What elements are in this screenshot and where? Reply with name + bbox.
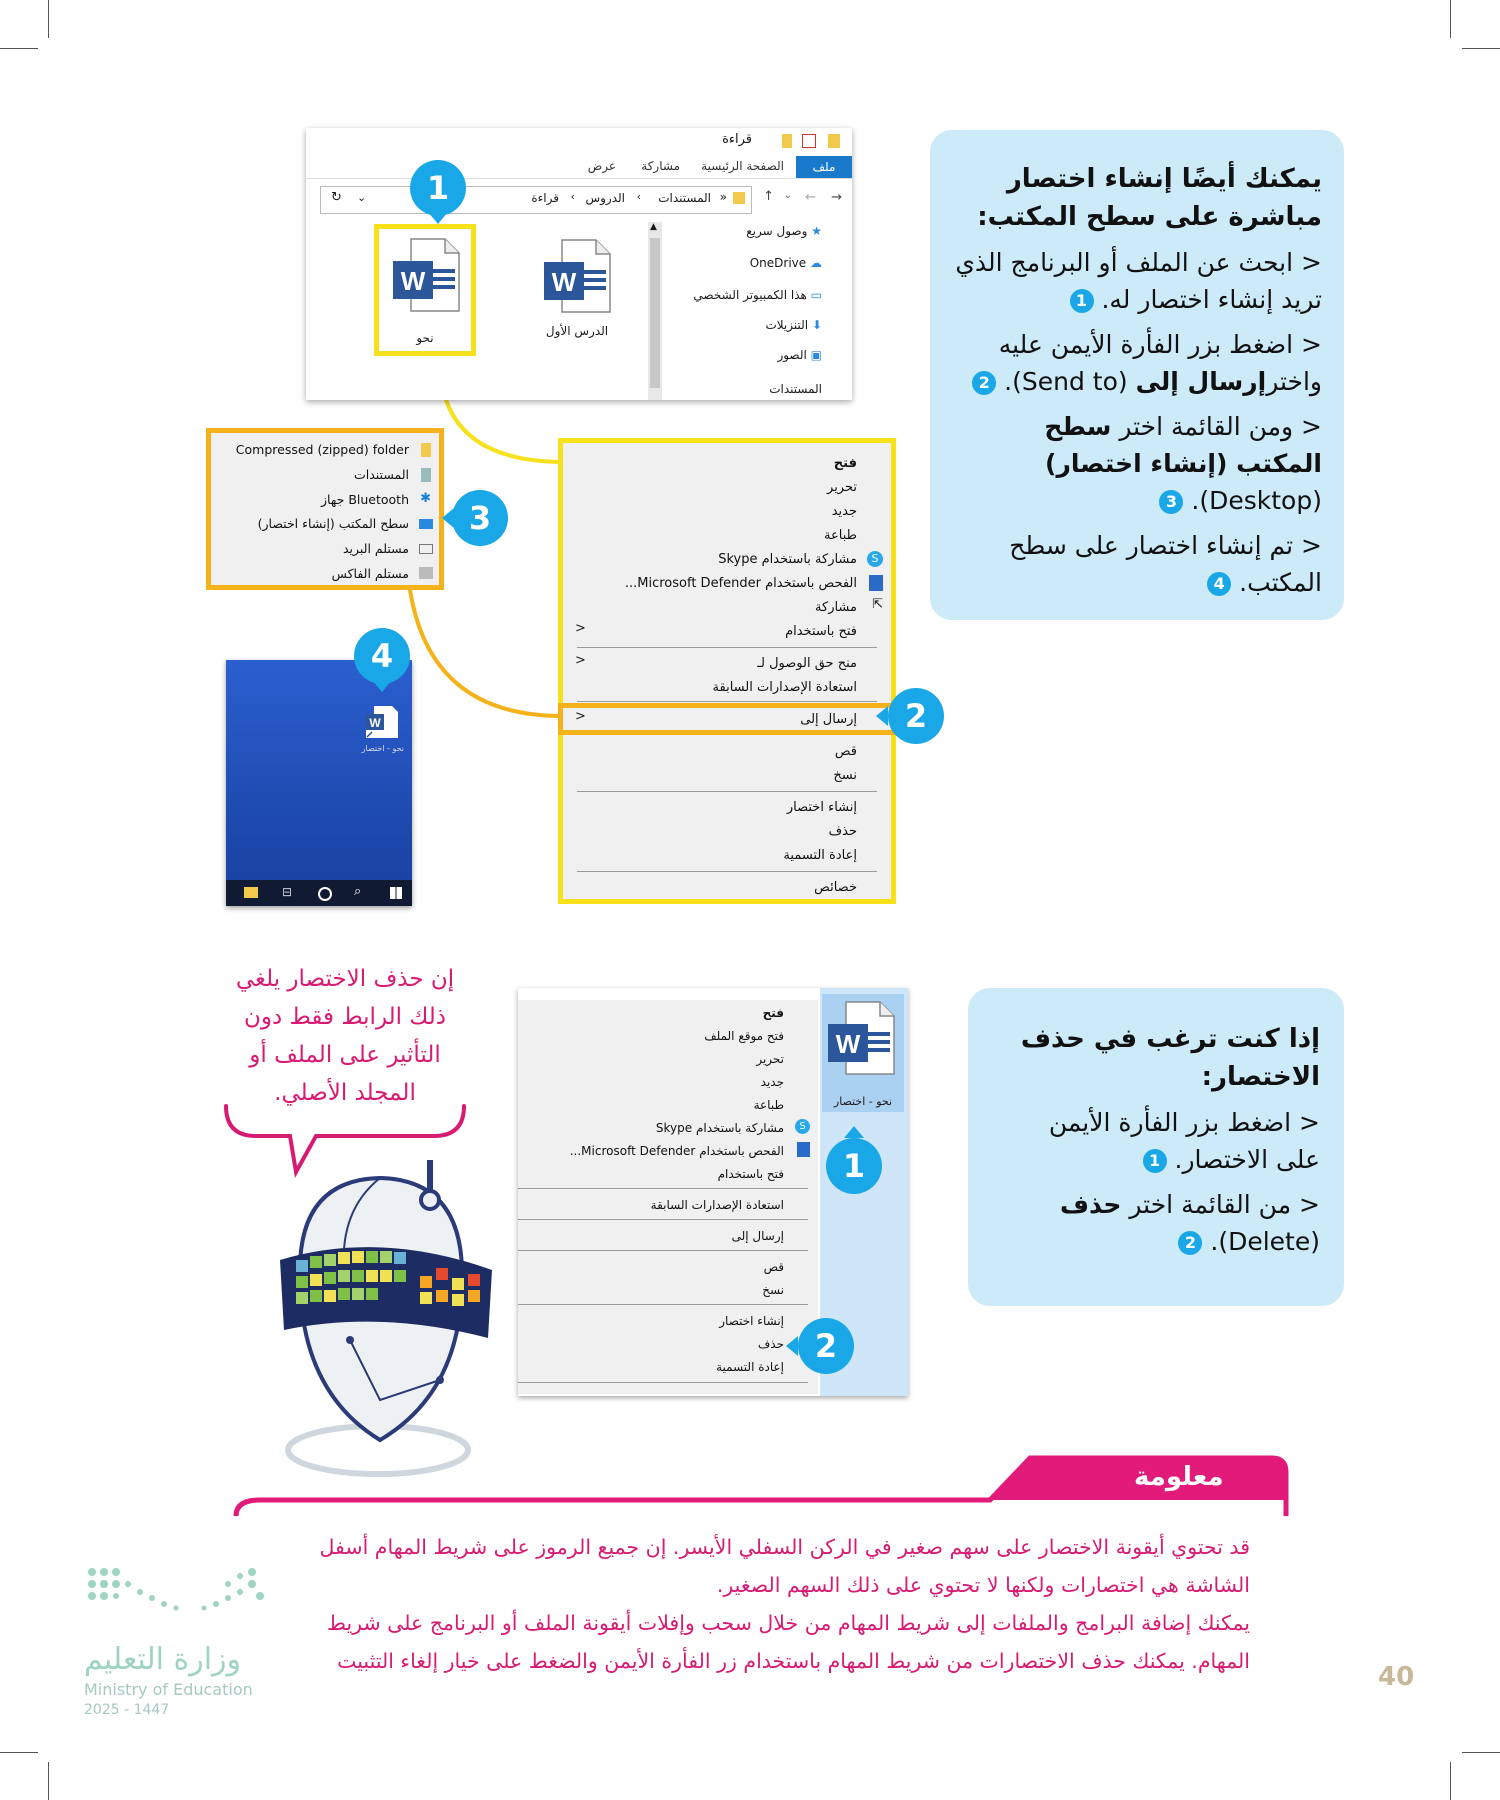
dropdown-chevron-icon[interactable]: ⌄: [357, 191, 367, 204]
share-icon: ⇱: [872, 597, 883, 612]
defender-shield-icon: [869, 575, 883, 591]
step-item: < من القائمة اختر حذف (Delete). 2: [1059, 1190, 1320, 1256]
step-item: < اضغط بزر الفأرة الأيمن على الاختصار. 1: [1048, 1108, 1320, 1174]
windows-start-icon[interactable]: [390, 887, 402, 899]
menu-item[interactable]: إعادة التسمية: [783, 848, 857, 863]
mail-icon: [419, 544, 433, 554]
context-menu: [558, 438, 896, 904]
ministry-english: Ministry of Education: [84, 1680, 253, 1699]
word-shortcut-icon: [364, 704, 400, 740]
menu-item[interactable]: استعادة الإصدارات السابقة: [712, 680, 857, 695]
menu-item[interactable]: الفحص باستخدام Microsoft Defender...: [624, 576, 857, 591]
menu-item[interactable]: استعادة الإصدارات السابقة: [650, 1198, 784, 1212]
selected-file-item[interactable]: [374, 224, 476, 356]
menu-item-desktop-shortcut[interactable]: سطح المكتب (إنشاء اختصار): [257, 516, 409, 531]
nav-item[interactable]: المستندات: [769, 382, 822, 396]
menu-item[interactable]: إرسال إلى: [731, 1229, 784, 1243]
tab-view[interactable]: عرض: [587, 159, 616, 173]
refresh-icon[interactable]: ↻: [331, 190, 342, 205]
step-number: 2: [1178, 1231, 1202, 1255]
menu-item[interactable]: مستلم الفاكس: [331, 566, 409, 581]
file-name: نحو: [416, 331, 434, 345]
menu-item[interactable]: فتح باستخدام: [785, 624, 857, 639]
nav-item[interactable]: ▣ الصور: [777, 348, 822, 362]
info-line: الشاشة هي اختصارات ولكنها لا تحتوي على ذلك السهم الصغير.: [716, 1573, 1250, 1597]
info-text: [250, 1528, 1250, 1680]
file-name: الدرس الأول: [545, 324, 609, 338]
window-title: قراءة: [722, 132, 752, 147]
breadcrumb-item[interactable]: قراءة: [531, 191, 559, 205]
menu-item-delete[interactable]: حذف: [757, 1337, 784, 1351]
menu-item[interactable]: نسخ: [833, 768, 857, 783]
menu-item[interactable]: طباعة: [824, 528, 857, 543]
folder-icon: [733, 192, 745, 204]
svg-text:W: W: [400, 266, 426, 296]
bluetooth-icon: ✱: [420, 491, 431, 506]
menu-item[interactable]: مشاركة: [815, 600, 857, 615]
file-explorer-window: [306, 128, 852, 400]
menu-separator: [518, 1188, 808, 1189]
menu-item[interactable]: تحرير: [827, 480, 857, 495]
svg-text:W: W: [369, 716, 381, 730]
task-view-icon[interactable]: ⊟: [282, 885, 293, 899]
step-number: 2: [972, 371, 996, 395]
box-title: يمكنك أيضًا إنشاء اختصار مباشرة على سطح المكتب:: [977, 164, 1322, 232]
menu-item[interactable]: قص: [834, 744, 857, 759]
taskbar: [226, 880, 412, 906]
svg-text:W: W: [551, 267, 577, 297]
box-title: إذا كنت ترغب في حذف الاختصار:: [1020, 1024, 1320, 1092]
info-frame: [230, 1450, 1290, 1520]
step-item: < تم إنشاء اختصار على سطح المكتب. 4: [1009, 531, 1322, 597]
menu-item-send-to[interactable]: إرسال إلى: [800, 712, 857, 727]
step-number: 4: [1207, 572, 1231, 596]
cortana-icon[interactable]: [318, 887, 332, 901]
ministry-year: 2025 - 1447: [84, 1702, 170, 1718]
desktop-shortcut[interactable]: [361, 704, 404, 764]
ministry-logo-dots: [84, 1564, 268, 1624]
info-line: قد تحتوي أيقونة الاختصار على سهم صغير في الركن السفلي الأيسر. إن جميع الرموز على شريط المهام أسفل: [319, 1535, 1250, 1559]
shortcut-context-menu: [518, 1000, 818, 1394]
properties-icon: [802, 134, 816, 148]
menu-separator: [518, 1382, 808, 1383]
up-arrow-icon[interactable]: ↑: [763, 189, 774, 204]
submenu-chevron-icon: <: [575, 653, 586, 668]
step-number: 1: [1070, 289, 1094, 313]
info-title: معلومة: [1134, 1462, 1224, 1492]
ribbon: [306, 156, 852, 179]
callout-pointer: [428, 212, 448, 224]
step-item: < اضغط بزر الفأرة الأيمن عليه واخترإرسال إلى (Send to). 2: [952, 326, 1322, 400]
robot-speech-text: إن حذف الاختصار يلغي ذلك الرابط فقط دون التأثير على الملف أو المجلد الأصلي.: [235, 966, 455, 1106]
svg-text:W: W: [835, 1029, 861, 1059]
menu-item[interactable]: الفحص باستخدام Microsoft Defender...: [569, 1144, 784, 1158]
ministry-arabic: وزارة التعليم: [84, 1642, 242, 1677]
back-arrow-icon[interactable]: →: [831, 190, 842, 205]
selected-shortcut[interactable]: [822, 994, 904, 1112]
menu-item[interactable]: جديد: [760, 1075, 784, 1089]
desktop-preview: [226, 660, 412, 906]
menu-item[interactable]: إعادة التسمية: [716, 1360, 784, 1374]
step-item: < ابحث عن الملف أو البرنامج الذي تريد إنشاء اختصار له. 1: [955, 248, 1322, 314]
explorer-taskbar-icon[interactable]: [244, 887, 258, 898]
breadcrumb-item[interactable]: الدروس: [585, 191, 625, 205]
shortcut-label: نحو - اختصار: [833, 1095, 893, 1108]
menu-item[interactable]: حذف: [828, 824, 857, 839]
callout-pointer: [442, 508, 454, 528]
word-shortcut-icon: [826, 1000, 896, 1076]
menu-item[interactable]: نسخ: [762, 1283, 784, 1297]
menu-item-open[interactable]: فتح: [762, 1006, 784, 1020]
step-item: < ومن القائمة اختر سطح المكتب (إنشاء اختصار) (Desktop). 3: [1044, 412, 1322, 515]
callout-pointer: [844, 1126, 864, 1138]
address-row: [306, 184, 852, 216]
callout-pointer: [876, 706, 888, 726]
menu-item[interactable]: المستندات: [353, 467, 409, 482]
shortcut-label: نحو - اختصار: [361, 744, 404, 753]
scroll-thumb[interactable]: [650, 238, 660, 388]
menu-item[interactable]: منح حق الوصول لـ: [757, 656, 857, 671]
breadcrumb-sep: ›: [570, 190, 575, 203]
nav-item[interactable]: ⬇ التنزيلات: [765, 318, 822, 332]
address-bar[interactable]: « المستندات › الدروس › قراءة ⌄ ↻: [320, 186, 752, 214]
skype-icon: S: [867, 551, 883, 567]
fax-icon: [419, 567, 433, 579]
documents-icon: [421, 468, 431, 482]
menu-separator: [518, 1250, 808, 1251]
word-file-icon: [391, 237, 461, 313]
menu-item[interactable]: إنشاء اختصار: [719, 1314, 784, 1328]
page-number: 40: [1378, 1662, 1415, 1692]
tab-home[interactable]: الصفحة الرئيسية: [701, 159, 784, 173]
nav-item[interactable]: ▭ هذا الكمبيوتر الشخصي: [693, 288, 822, 302]
menu-item-open[interactable]: فتح: [833, 456, 857, 471]
scrollbar[interactable]: ▲: [648, 222, 662, 400]
menu-item[interactable]: خصائص: [814, 880, 857, 895]
zip-folder-icon: [421, 443, 431, 457]
menu-item[interactable]: فتح باستخدام: [717, 1167, 784, 1181]
breadcrumb-sep: ›: [636, 190, 641, 203]
skype-icon: S: [795, 1119, 810, 1134]
connector-orange: [410, 590, 560, 716]
create-shortcut-box: [930, 130, 1344, 620]
nav-item[interactable]: ★ وصول سريع: [746, 224, 822, 238]
callout-pointer: [786, 1336, 798, 1356]
defender-shield-icon: [797, 1142, 810, 1157]
delete-shortcut-box: [968, 988, 1344, 1306]
menu-separator: [577, 647, 877, 648]
callout-3: 3: [452, 490, 508, 546]
nav-item[interactable]: ☁ OneDrive: [749, 256, 822, 270]
menu-separator: [577, 701, 877, 702]
forward-arrow-icon[interactable]: ←: [805, 190, 816, 205]
recent-chevron-icon[interactable]: ⌄: [783, 190, 792, 201]
menu-item[interactable]: Compressed (zipped) folder: [235, 442, 409, 457]
word-file-icon: [542, 238, 612, 314]
callout-1: 1: [826, 1138, 882, 1194]
folder-icon: [828, 134, 840, 148]
tab-file[interactable]: ملف: [796, 156, 852, 178]
robot-mascot: [270, 1150, 500, 1490]
menu-item[interactable]: قص: [763, 1260, 784, 1274]
menu-separator: [518, 1219, 808, 1220]
menu-item[interactable]: طباعة: [753, 1098, 784, 1112]
submenu-chevron-icon: <: [575, 621, 586, 636]
menu-item[interactable]: تحرير: [756, 1052, 784, 1066]
navigation-pane: [662, 222, 852, 400]
menu-item[interactable]: مشاركة باستخدام Skype: [718, 552, 857, 567]
step-number: 3: [1159, 490, 1183, 514]
desktop-icon: [419, 519, 433, 529]
callout-pointer: [372, 680, 392, 692]
new-folder-icon: [782, 134, 792, 148]
breadcrumb-item[interactable]: المستندات: [658, 191, 711, 205]
callout-2: 2: [888, 688, 944, 744]
info-line: المهام. يمكنك حذف الاختصارات من شريط المهام باستخدام زر الفأرة الأيمن والضغط على خيار إلغاء التثبيت: [337, 1649, 1250, 1673]
callout-4: 4: [354, 628, 410, 684]
file-item[interactable]: [542, 238, 612, 348]
callout-1: 1: [410, 160, 466, 216]
menu-item[interactable]: مشاركة باستخدام Skype: [655, 1121, 784, 1135]
menu-item[interactable]: فتح موقع الملف: [704, 1029, 784, 1043]
menu-separator: [577, 871, 877, 872]
step-number: 1: [1143, 1149, 1167, 1173]
menu-separator: [577, 791, 877, 792]
menu-item[interactable]: جديد: [831, 504, 857, 519]
menu-separator: [518, 1304, 808, 1305]
menu-item[interactable]: إنشاء اختصار: [786, 800, 857, 815]
info-line: يمكنك إضافة البرامج والملفات إلى شريط المهام من خلال سحب وإفلات أيقونة الملف أو البرنامج على شريط: [326, 1611, 1250, 1635]
menu-item[interactable]: Bluetooth جهاز: [321, 492, 409, 507]
search-icon[interactable]: ⌕: [354, 884, 362, 899]
send-to-submenu: [206, 428, 444, 590]
callout-2: 2: [798, 1318, 854, 1374]
submenu-chevron-icon: <: [575, 709, 586, 724]
menu-item[interactable]: مستلم البريد: [342, 541, 409, 556]
tab-share[interactable]: مشاركة: [641, 159, 680, 173]
title-bar: [306, 128, 852, 156]
